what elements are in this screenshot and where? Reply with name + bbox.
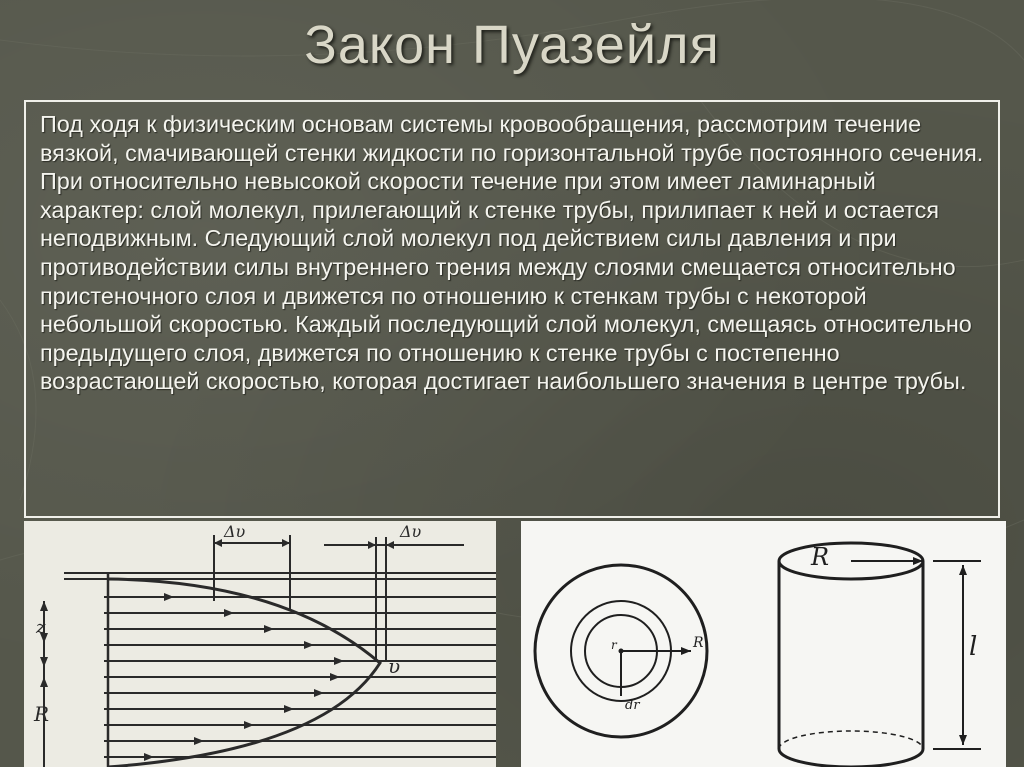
outer-radius-label: R	[693, 635, 704, 651]
delta-v-label: Δυ	[400, 522, 422, 541]
velocity-label: υ	[388, 654, 401, 678]
body-paragraph: Под ходя к физическим основам системы кровообращения, рассмотрим течение вязкой, смачивающей стенки жидкости по горизонтальной трубе постоянного сечения. При относительно невысокой скорости течение при этом имеет ламинарный характер: слой молекул, прилегающий к стенке трубы, прилипает к ней и остается неподвижным. Следующий слой молекул под действием силы давления и при противодействии силы внутреннего трения между слоями смещается относительно пристеночного слоя и движется по отношению к стенкам трубы с некоторой небольшой скоростью. Каждый последующий слой молекул, смещаясь относительно предыдущего слоя, движется по отношению к стенке трубы с постепенно возрастающей скоростью, которая достигает наибольшего значения в центре трубы.	[40, 111, 984, 395]
z-label: z	[36, 617, 46, 638]
radius-label: R	[34, 702, 50, 726]
dr-label: dr	[625, 698, 640, 713]
page-title: Закон Пуазейля	[304, 15, 720, 75]
delta-v-label: Δυ	[224, 522, 246, 541]
small-radius-label: r	[611, 638, 617, 652]
pipe-geometry-diagram	[521, 521, 1006, 767]
pipe-geometry-figure	[521, 521, 1006, 767]
velocity-profile-figure	[24, 521, 496, 767]
cylinder-radius-label: R	[811, 543, 830, 571]
text-box	[24, 100, 1000, 518]
length-label: l	[969, 632, 978, 662]
velocity-profile-diagram	[24, 521, 496, 767]
